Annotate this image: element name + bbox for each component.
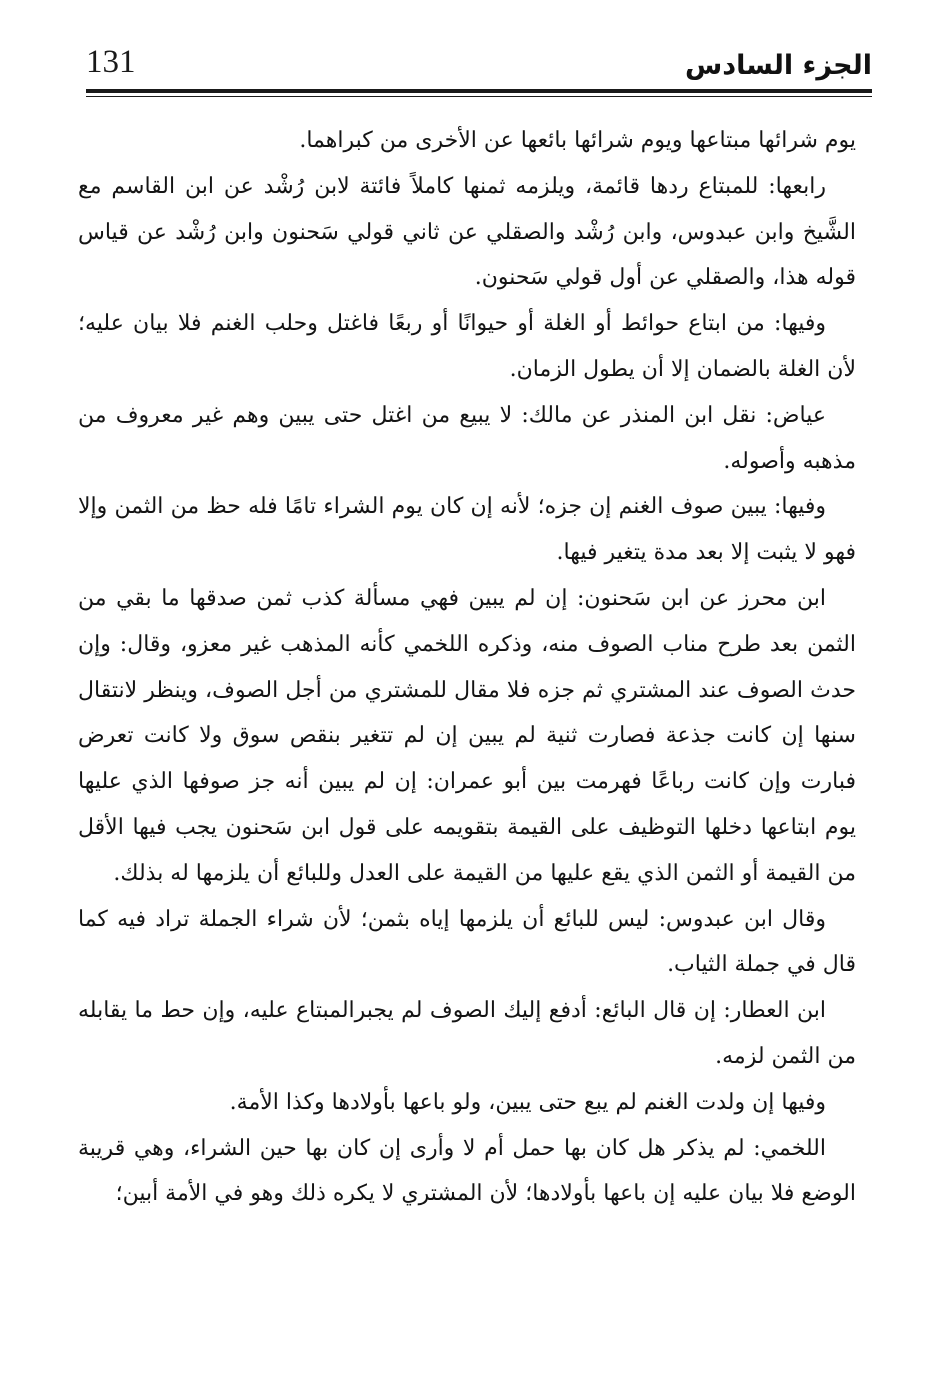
header-rule-thin [86, 96, 872, 97]
paragraph: وفيها إن ولدت الغنم لم يبع حتى يبين، ولو باعها بأولادها وكذا الأمة. [229, 1089, 826, 1115]
paragraph: عياض: نقل ابن المنذر عن مالك: لا يبيع من اغتل حتى يبين وهم غير معروف من مذهبه وأصوله. [78, 402, 856, 474]
paragraph: ابن محرز عن ابن سَحنون: إن لم يبين فهي مسألة كذب ثمن صدقها ما بقي من الثمن بعد طرح مناب الصوف منه، وذكره اللخمي كأنه المذهب غير معزو، وقال: وإن حدث الصوف عند المشتري ثم جزه فلا مقال للمشتري من أجل الصوف، وينظر لانتقال سنها إن كانت جذعة فصارت ثنية لم يبين إن لم تتغير بنقص سوق ولا كانت تعرض فبارت وإن كانت رباعًا فهرمت بين أبو عمران: إن لم يبين أنه جز صوفها الذي عليها يوم ابتاعها دخلها التوظيف على القيمة بتقويمه على قول ابن سَحنون يجب فيها الأقل من القيمة أو الثمن الذي يقع عليها من القيمة على العدل وللبائع أن يلزمها له بذلك. [78, 585, 857, 886]
paragraph: اللخمي: لم يذكر هل كان بها حمل أم لا وأرى إن كان بها حين الشراء، وهي قريبة الوضع فلا بيان عليه إن باعها بأولادها؛ لأن المشتري لا يكره ذلك وهو في الأمة أبين؛ [78, 1135, 856, 1207]
running-title: الجزء السادس [685, 50, 872, 81]
paragraph: ابن العطار: إن قال البائع: أدفع إليك الصوف لم يجبرالمبتاع عليه، وإن حط ما يقابله من الثمن لزمه. [78, 998, 856, 1069]
paragraph: وفيها: يبين صوف الغنم إن جزه؛ لأنه إن كان يوم الشراء تامًا فله حظ من الثمن وإلا فهو لا يثبت إلا بعد مدة يتغير فيها. [78, 494, 856, 566]
page-header [86, 38, 872, 88]
header-rule-thick [86, 89, 872, 93]
paragraph: يوم شرائها مبتاعها ويوم شرائها بائعها عن الأخرى من كبراهما. [299, 128, 856, 153]
paragraph: وفيها: من ابتاع حوائط أو الغلة أو حيوانًا أو ربعًا فاغتل وحلب الغنم فلا بيان عليه؛ لأن الغلة بالضمان إلا أن يطول الزمان. [78, 311, 856, 382]
paragraph: وقال ابن عبدوس: ليس للبائع أن يلزمها إياه بثمن؛ لأن شراء الجملة تراد فيه كما قال في جملة الثياب. [78, 906, 856, 978]
body-text [78, 118, 856, 1217]
page-number: 131 [86, 44, 136, 80]
paragraph: رابعها: للمبتاع ردها قائمة، ويلزمه ثمنها كاملاً فائتة لابن رُشْد عن ابن القاسم مع الشَّيخ وابن عبدوس، وابن رُشْد والصقلي عن ثاني قولي سَحنون وابن رُشْد عن قياس قوله هذا، والصقلي عن أول قولي سَحنون. [78, 173, 856, 291]
